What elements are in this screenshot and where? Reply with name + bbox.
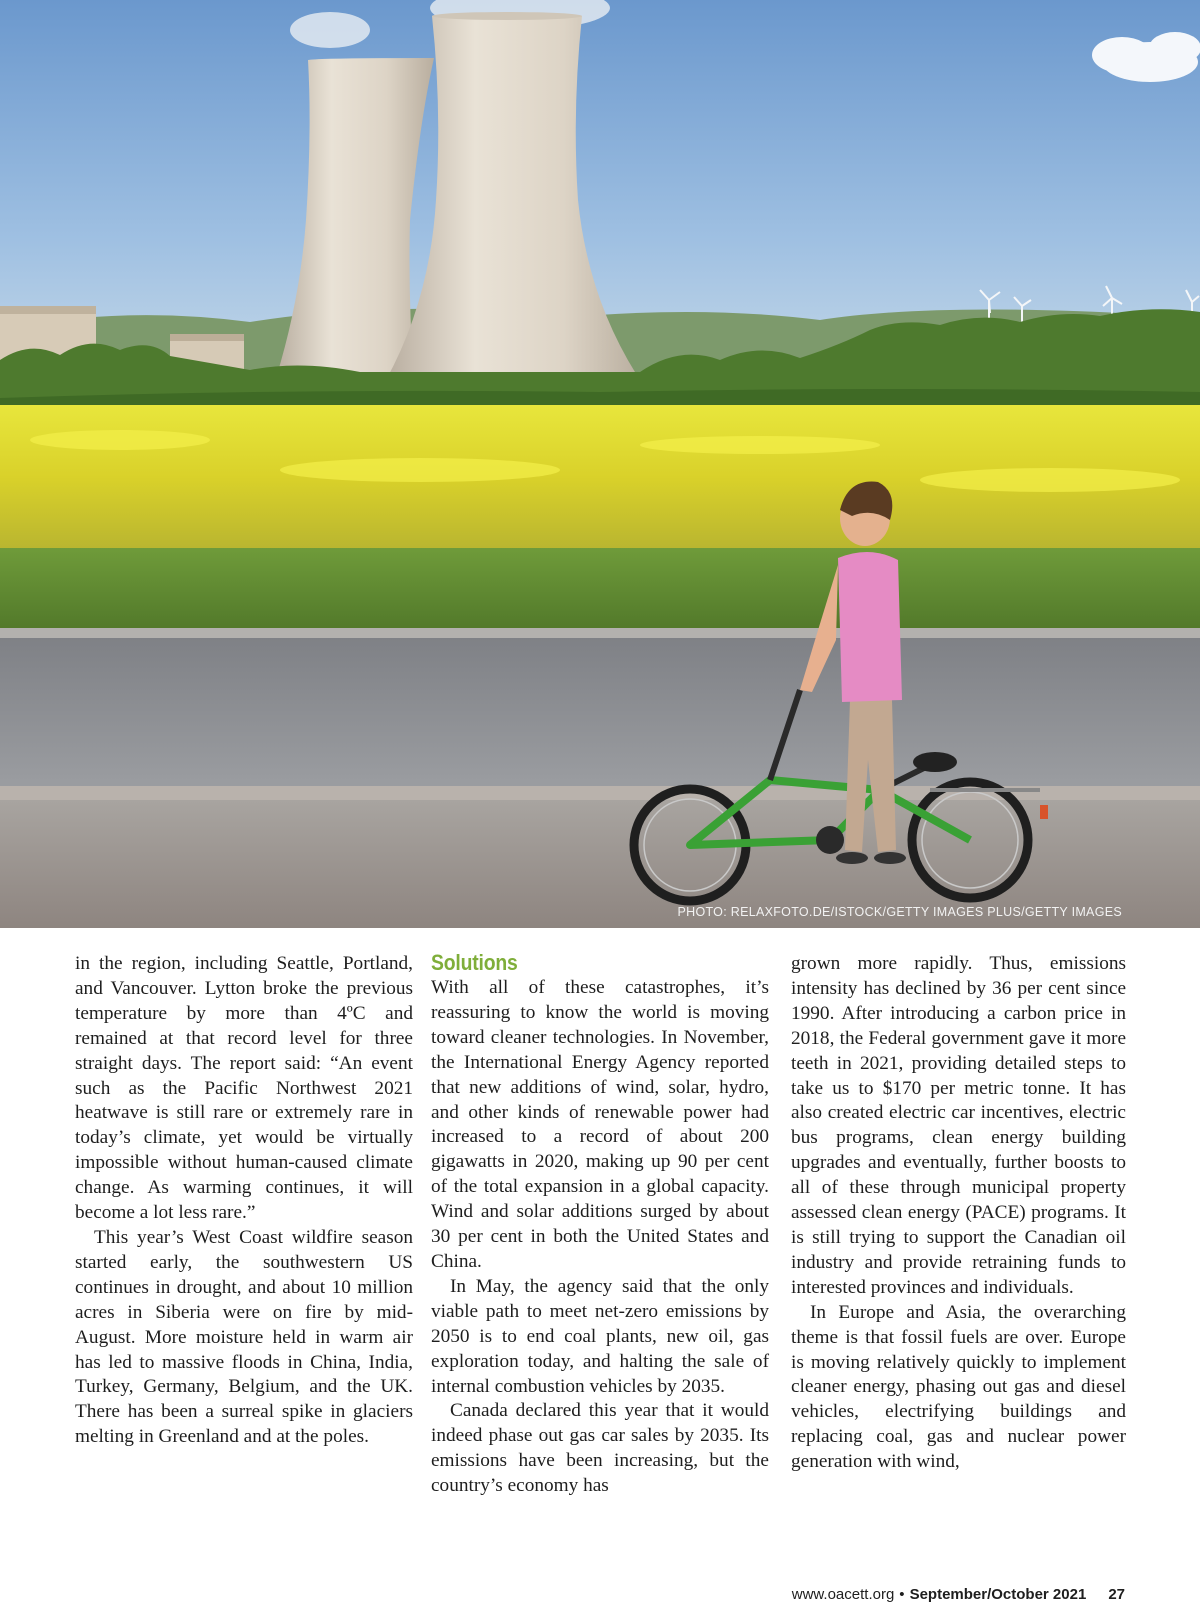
footer-website: www.oacett.org <box>791 1586 895 1603</box>
paragraph: In Europe and Asia, the overarching theme is that fossil fuels are over. Europe is moving relatively quickly to implement cleaner energy, phasing out gas and diesel vehicles, electrifying buildings and replacing coal, gas and nuclear power generation with wind, <box>791 1301 1126 1473</box>
paragraph: grown more rapidly. Thus, emissions intensity has declined by 36 per cent since 1990. After introducing a carbon price in 2018, the Federal government gave it more teeth in 2021, providing detailed steps to take us to $170 per metric tonne. It has also created electric car incentives, electric bus programs, clean energy building upgrades and eventually, further boosts to all of these through municipal property assessed clean energy (PACE) programs. It is still trying to support the Canadian oil industry and provide retraining funds to interested provinces and individuals. <box>791 953 1126 1298</box>
footer-separator: • <box>899 1586 905 1603</box>
page-number: 27 <box>1108 1586 1125 1603</box>
column-2 <box>431 950 769 1499</box>
column-3 <box>791 952 1126 1475</box>
paragraph: in the region, including Seattle, Portland, and Vancouver. Lytton broke the previous temperature by more than 4ºC and remained at that record level for three straight days. The report said: “An event such as the Pacific Northwest 2021 heatwave is still rare or extremely rare in today’s climate, yet would be virtually impossible without human-caused climate change. As warming continues, it will become a lot less rare.” <box>75 953 413 1224</box>
page-footer <box>792 1586 1125 1603</box>
section-heading-solutions: Solutions <box>431 950 518 975</box>
road <box>0 638 1200 788</box>
paragraph: With all of these catastrophes, it’s reassuring to know the world is moving toward cleaner technologies. In November, the International Energy Agency reported that new additions of wind, solar, hydro, and other kinds of renewable power had increased to a record of about 200 gigawatts in 2020, making up 90 per cent of the total expansion in a global capacity. Wind and solar additions surged by about 30 per cent in both the United States and China. <box>431 977 769 1272</box>
paragraph: Canada declared this year that it would indeed phase out gas car sales by 2035. Its emissions have been increasing, but the country’s economy has <box>431 1400 769 1497</box>
paragraph: This year’s West Coast wildfire season started early, the southwestern US continues in drought, and about 10 million acres in Siberia were on fire by mid-August. More moisture held in warm air has led to massive floods in China, India, Turkey, Germany, Belgium, and the UK. There has been a surreal spike in glaciers melting in Greenland and at the poles. <box>75 1226 413 1448</box>
article-body <box>0 952 1200 1512</box>
column-1 <box>75 952 413 1450</box>
photo-credit: PHOTO: RELAXFOTO.DE/ISTOCK/GETTY IMAGES PLUS/GETTY IMAGES <box>677 905 1122 919</box>
footer-issue: September/October 2021 <box>909 1586 1087 1603</box>
paragraph: In May, the agency said that the only viable path to meet net-zero emissions by 2050 is to end coal plants, new oil, gas exploration today, and halting the sale of internal combustion vehicles by 2035. <box>431 1275 769 1397</box>
